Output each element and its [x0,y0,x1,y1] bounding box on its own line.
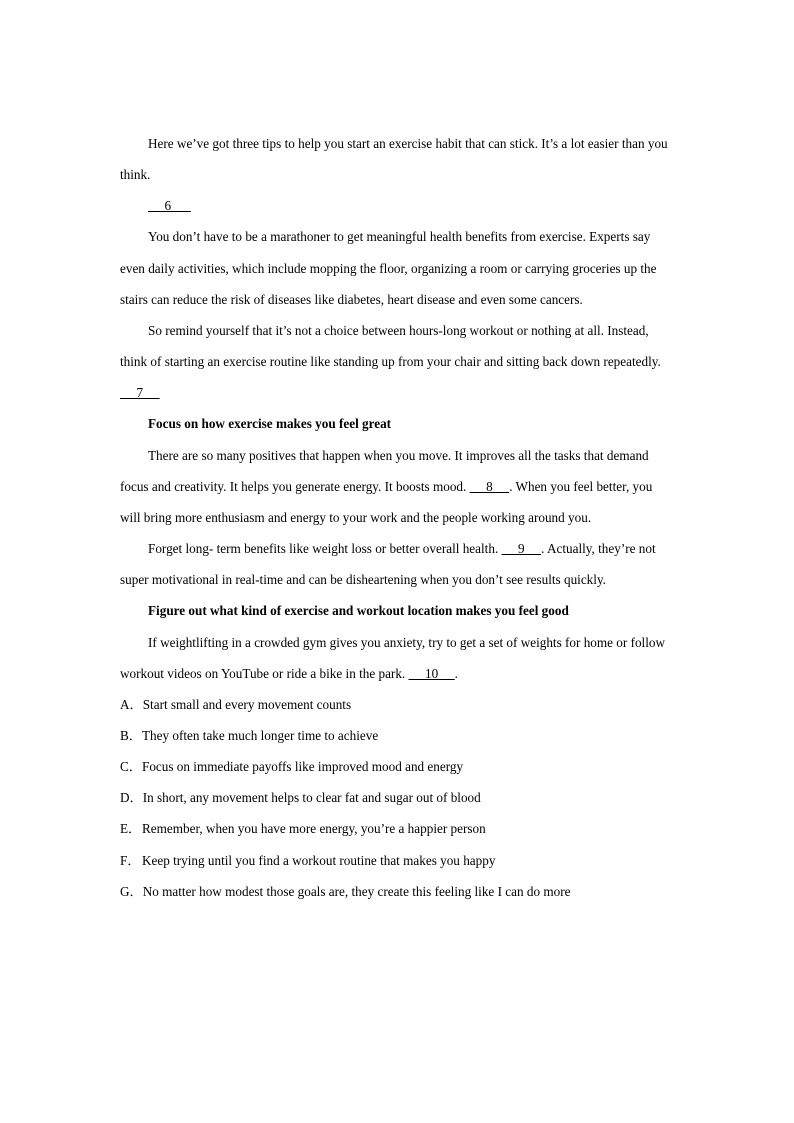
option-letter: E． [120,821,142,837]
option-text: Keep trying until you find a workout routine that makes you happy [142,852,496,868]
option-letter: C． [120,759,142,775]
paragraph-2-text: So remind yourself that it’s not a choice between hours-long workout or nothing at all. Instead, think of starting an exercise routine like standing up from your chair and sitting back down repeatedly. [120,322,661,370]
option-e [120,813,672,844]
option-b [120,720,672,751]
option-text: Remember, when you have more energy, you’re a happier person [142,821,486,837]
option-c [120,751,672,782]
paragraph-5 [120,627,672,689]
heading-blank-6 [120,190,672,221]
paragraph-5-before: If weightlifting in a crowded gym gives you anxiety, try to get a set of weights for home or follow workout videos on YouTube or ride a bike in the park. [120,634,666,681]
intro-paragraph: Here we’ve got three tips to help you start an exercise habit that can stick. It’s a lot easier than you think. [120,136,668,183]
section-heading-2: Focus on how exercise makes you feel great [148,416,392,432]
blank-6: 6 [148,198,191,214]
option-text: Start small and every movement counts [142,696,352,712]
section-heading-3: Figure out what kind of exercise and workout location makes you feel good [148,603,569,619]
paragraph-5-after: . [454,665,458,681]
paragraph-3-after: . When you feel better, you will bring more enthusiasm and energy to your work and the people working around you. [120,478,653,525]
blank-10: 10 [408,665,455,681]
option-text: Focus on immediate payoffs like improved mood and energy [142,759,464,775]
option-text: In short, any movement helps to clear fat and sugar out of blood [142,790,481,806]
paragraph-4-after: . Actually, they’re not super motivational in real-time and can be disheartening when you don’t see results quickly. [120,541,656,588]
option-a [120,689,672,720]
paragraph-3-before: There are so many positives that happen when you move. It improves all the tasks that demand focus and creativity. It helps you generate energy. It boosts mood. [120,447,649,494]
paragraph-4-before: Forget long- term benefits like weight loss or better overall health. [148,541,502,557]
blank-7: 7 [120,385,160,401]
option-f [120,845,672,876]
blank-9: 9 [501,541,542,557]
passage [120,128,672,907]
option-d [120,782,672,813]
option-letter: D． [120,790,143,806]
option-g [120,876,672,907]
blank-8: 8 [469,478,510,494]
option-letter: F． [120,852,141,868]
paragraph-1: You don’t have to be a marathoner to get meaningful health benefits from exercise. Experts say even daily activities, which include mopping the floor, organizing a room or carrying groceries up the stairs can reduce the risk of diseases like diabetes, heart disease and even some cancers. [120,229,657,307]
paragraph-2 [120,315,672,408]
option-text: No matter how modest those goals are, they create this feeling like I can do more [142,883,571,899]
option-text: They often take much longer time to achieve [142,727,379,743]
paragraph-4 [120,533,672,595]
option-letter: G． [120,883,143,899]
option-letter: A． [120,696,143,712]
option-letter: B． [120,727,142,743]
options-list [120,689,672,907]
paragraph-3 [120,440,672,533]
